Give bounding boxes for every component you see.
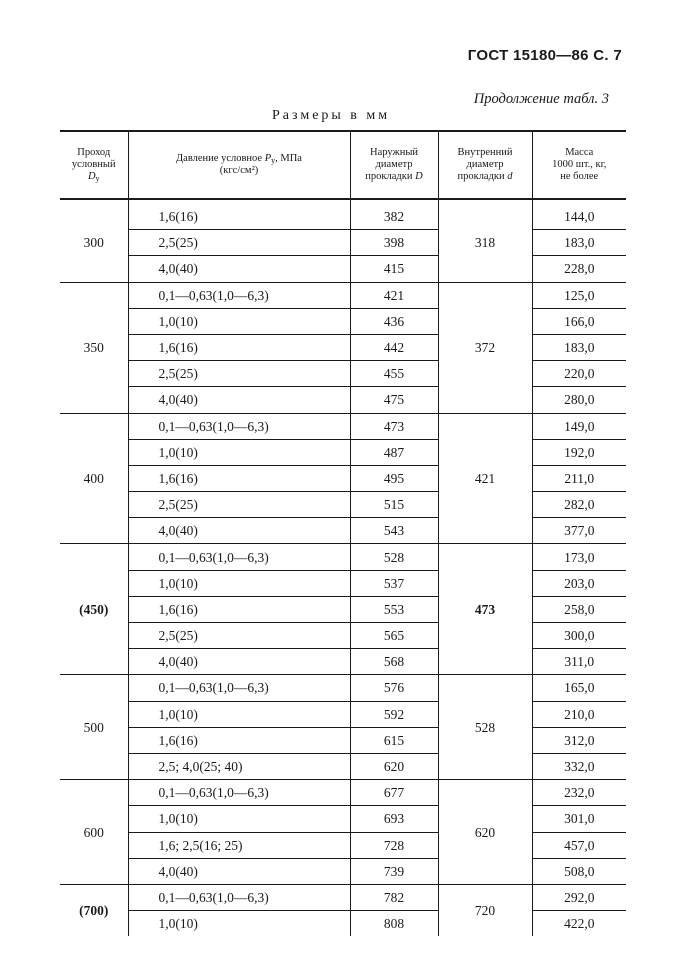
dy-cell: (700) (60, 884, 128, 936)
table-row (60, 675, 626, 701)
outer-diameter-cell: 537 (350, 570, 438, 596)
table-row (60, 806, 626, 832)
col-header-dy-line2: условный (71, 158, 116, 170)
col-header-pressure-unit: , МПа (275, 152, 302, 164)
col-header-inner-line1: Внутренний (457, 146, 513, 158)
pressure-cell: 1,0(10) (128, 701, 350, 727)
mass-cell: 228,0 (532, 256, 626, 282)
outer-diameter-cell: 475 (350, 387, 438, 413)
dy-cell: 400 (60, 413, 128, 544)
group-dy-500 (60, 675, 626, 780)
pressure-cell: 1,6(16) (128, 204, 350, 230)
mass-cell: 377,0 (532, 518, 626, 544)
dimensions-table (60, 130, 626, 936)
outer-diameter-cell: 808 (350, 911, 438, 937)
dy-cell: (450) (60, 544, 128, 675)
table-row (60, 282, 626, 308)
mass-cell: 422,0 (532, 911, 626, 937)
outer-diameter-cell: 568 (350, 649, 438, 675)
outer-diameter-cell: 398 (350, 230, 438, 256)
mass-cell: 183,0 (532, 334, 626, 360)
outer-diameter-cell: 693 (350, 806, 438, 832)
outer-diameter-cell: 677 (350, 780, 438, 806)
mass-cell: 210,0 (532, 701, 626, 727)
pressure-cell: 1,0(10) (128, 570, 350, 596)
col-header-dy (60, 131, 128, 199)
col-header-mass-line2: 1000 шт., кг, (552, 158, 607, 170)
table-row (60, 256, 626, 282)
outer-diameter-cell: 487 (350, 439, 438, 465)
outer-diameter-cell: 728 (350, 832, 438, 858)
inner-diameter-cell: 528 (438, 675, 532, 780)
col-header-dy-line1: Проход (77, 146, 111, 158)
outer-diameter-cell: 436 (350, 308, 438, 334)
outer-diameter-cell: 528 (350, 544, 438, 570)
pressure-cell: 1,6(16) (128, 727, 350, 753)
mass-cell: 508,0 (532, 858, 626, 884)
col-header-dy-symbol: D (87, 170, 96, 182)
mass-cell: 312,0 (532, 727, 626, 753)
col-header-dy-subscript: у (95, 173, 100, 183)
pressure-cell: 0,1—0,63(1,0—6,3) (128, 780, 350, 806)
col-header-mass-line3: не более (560, 171, 599, 183)
page-header: ГОСТ 15180—86 С. 7 (467, 47, 622, 64)
pressure-cell: 0,1—0,63(1,0—6,3) (128, 544, 350, 570)
mass-cell: 165,0 (532, 675, 626, 701)
table-header (60, 131, 626, 199)
pressure-cell: 0,1—0,63(1,0—6,3) (128, 675, 350, 701)
mass-cell: 258,0 (532, 596, 626, 622)
group-dy-400 (60, 413, 626, 544)
outer-diameter-cell: 553 (350, 596, 438, 622)
inner-diameter-cell: 720 (438, 884, 532, 936)
pressure-cell: 0,1—0,63(1,0—6,3) (128, 413, 350, 439)
outer-diameter-cell: 615 (350, 727, 438, 753)
pressure-cell: 1,0(10) (128, 911, 350, 937)
mass-cell: 149,0 (532, 413, 626, 439)
mass-cell: 125,0 (532, 282, 626, 308)
group-dy-350 (60, 282, 626, 413)
dy-cell: 500 (60, 675, 128, 780)
pressure-cell: 1,0(10) (128, 439, 350, 465)
col-header-outer-line1: Наружный (369, 146, 418, 158)
inner-diameter-cell: 421 (438, 413, 532, 544)
mass-cell: 332,0 (532, 753, 626, 779)
pressure-cell: 4,0(40) (128, 649, 350, 675)
pressure-cell: 1,6; 2,5(16; 25) (128, 832, 350, 858)
table-row (60, 596, 626, 622)
outer-diameter-cell: 592 (350, 701, 438, 727)
table-row (60, 387, 626, 413)
mass-cell: 280,0 (532, 387, 626, 413)
col-header-inner-line2: диаметр (466, 158, 504, 170)
pressure-cell: 2,5(25) (128, 230, 350, 256)
group-dy-600 (60, 780, 626, 885)
table-row (60, 701, 626, 727)
pressure-cell: 2,5(25) (128, 492, 350, 518)
table-row (60, 780, 626, 806)
pressure-cell: 2,5; 4,0(25; 40) (128, 753, 350, 779)
table-row (60, 465, 626, 491)
inner-diameter-cell: 473 (438, 544, 532, 675)
table-row (60, 832, 626, 858)
group-dy-450 (60, 544, 626, 675)
table-row (60, 623, 626, 649)
col-header-inner-line3: прокладки (457, 171, 505, 183)
mass-cell: 232,0 (532, 780, 626, 806)
pressure-cell: 4,0(40) (128, 387, 350, 413)
pressure-cell: 4,0(40) (128, 858, 350, 884)
table-row (60, 544, 626, 570)
pressure-cell: 2,5(25) (128, 361, 350, 387)
mass-cell: 203,0 (532, 570, 626, 596)
col-header-pressure-subscript: у (271, 155, 276, 165)
col-header-outer-line2: диаметр (375, 158, 413, 170)
col-header-pressure-symbol: P (264, 152, 272, 164)
table-row (60, 492, 626, 518)
col-header-mass (532, 131, 626, 199)
mass-cell: 173,0 (532, 544, 626, 570)
mass-cell: 301,0 (532, 806, 626, 832)
pressure-cell: 4,0(40) (128, 518, 350, 544)
outer-diameter-cell: 739 (350, 858, 438, 884)
dy-cell: 350 (60, 282, 128, 413)
table-row (60, 308, 626, 334)
outer-diameter-cell: 620 (350, 753, 438, 779)
dy-cell: 600 (60, 780, 128, 885)
pressure-cell: 0,1—0,63(1,0—6,3) (128, 282, 350, 308)
mass-cell: 192,0 (532, 439, 626, 465)
table-row (60, 727, 626, 753)
col-header-pressure-line2: (кгс/см²) (219, 165, 259, 177)
table-row (60, 439, 626, 465)
table-row (60, 858, 626, 884)
table-row (60, 361, 626, 387)
mass-cell: 166,0 (532, 308, 626, 334)
col-header-outer-diameter (350, 131, 438, 199)
col-header-pressure-line1: Давление условное (176, 152, 263, 164)
pressure-cell: 1,6(16) (128, 334, 350, 360)
table-row (60, 649, 626, 675)
pressure-cell: 4,0(40) (128, 256, 350, 282)
group-dy-300 (60, 204, 626, 282)
inner-diameter-cell: 372 (438, 282, 532, 413)
table-row (60, 413, 626, 439)
outer-diameter-cell: 455 (350, 361, 438, 387)
outer-diameter-cell: 442 (350, 334, 438, 360)
table-row (60, 204, 626, 230)
mass-cell: 457,0 (532, 832, 626, 858)
inner-diameter-cell: 620 (438, 780, 532, 885)
table-row (60, 884, 626, 910)
mass-cell: 300,0 (532, 623, 626, 649)
table-continuation-label: Продолжение табл. 3 (473, 91, 609, 107)
pressure-cell: 1,6(16) (128, 465, 350, 491)
outer-diameter-cell: 415 (350, 256, 438, 282)
table-row (60, 230, 626, 256)
pressure-cell: 1,0(10) (128, 806, 350, 832)
outer-diameter-cell: 473 (350, 413, 438, 439)
table-row (60, 518, 626, 544)
outer-diameter-cell: 543 (350, 518, 438, 544)
mass-cell: 211,0 (532, 465, 626, 491)
mass-cell: 144,0 (532, 204, 626, 230)
col-header-mass-line1: Масса (565, 146, 594, 158)
table-row (60, 334, 626, 360)
col-header-inner-symbol: d (507, 171, 513, 183)
outer-diameter-cell: 782 (350, 884, 438, 910)
table-row (60, 570, 626, 596)
pressure-cell: 1,0(10) (128, 308, 350, 334)
mass-cell: 292,0 (532, 884, 626, 910)
outer-diameter-cell: 382 (350, 204, 438, 230)
mass-cell: 282,0 (532, 492, 626, 518)
col-header-outer-line3: прокладки (365, 171, 413, 183)
mass-cell: 220,0 (532, 361, 626, 387)
col-header-inner-diameter (438, 131, 532, 199)
mass-cell: 183,0 (532, 230, 626, 256)
pressure-cell: 2,5(25) (128, 623, 350, 649)
col-header-pressure (128, 131, 350, 199)
col-header-outer-symbol: D (415, 171, 423, 183)
outer-diameter-cell: 421 (350, 282, 438, 308)
inner-diameter-cell: 318 (438, 204, 532, 282)
pressure-cell: 1,6(16) (128, 596, 350, 622)
outer-diameter-cell: 576 (350, 675, 438, 701)
outer-diameter-cell: 565 (350, 623, 438, 649)
group-dy-700 (60, 884, 626, 936)
outer-diameter-cell: 515 (350, 492, 438, 518)
pressure-cell: 0,1—0,63(1,0—6,3) (128, 884, 350, 910)
units-caption: Размеры в мм (272, 108, 391, 123)
mass-cell: 311,0 (532, 649, 626, 675)
table-row (60, 911, 626, 937)
table-row (60, 753, 626, 779)
dy-cell: 300 (83, 235, 104, 251)
outer-diameter-cell: 495 (350, 465, 438, 491)
